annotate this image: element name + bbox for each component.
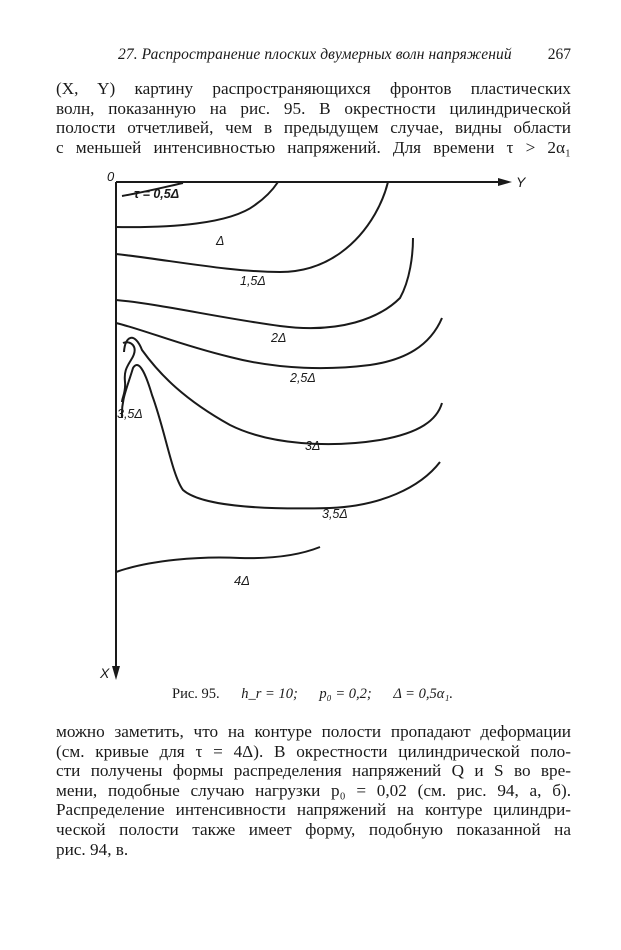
x-axis-arrow: [112, 666, 120, 680]
page-number: 267: [547, 46, 571, 63]
label-curve-2-5: 2,5Δ: [290, 371, 316, 385]
text-line: сти получены формы распределения напряжений Q и S во вре-: [56, 761, 571, 781]
label-curve-1-5: 1,5Δ: [240, 274, 266, 288]
caption-param-p0: p₀ = 0,2;: [319, 686, 372, 702]
label-curve-4: 4Δ: [234, 573, 250, 588]
label-curve-2: 2Δ: [271, 331, 287, 345]
y-axis-label: Y: [516, 174, 526, 190]
text-line: волн, показанную на рис. 95. В окрестности цилиндрической: [56, 98, 571, 118]
text-line: с меньшей интенсивностью напряжений. Для времени τ > 2α₁: [56, 137, 571, 157]
text-line: (X, Y) картину распространяющихся фронтов пластических: [56, 79, 571, 98]
text-line: можно заметить, что на контуре полости пропадают деформации: [56, 722, 571, 741]
text-line: полости отчетливей, чем в предыдущем случае, видны области: [56, 118, 571, 138]
paragraph-bottom: [56, 722, 571, 859]
x-axis-label: X: [100, 665, 110, 681]
label-curve-3: 3Δ: [305, 439, 321, 453]
running-title: 27. Распространение плоских двумерных волн напряжений: [118, 46, 512, 63]
caption-label: Рис. 95.: [172, 686, 220, 702]
label-cavity-3-5: 3,5Δ: [117, 407, 143, 421]
caption-param-h: h_r = 10;: [241, 686, 298, 702]
origin-label: 0: [107, 169, 115, 184]
caption-param-delta: Δ = 0,5α₁.: [393, 686, 453, 702]
text-line: мени, подобные случаю нагрузки p₀ = 0,02 (см. рис. 94, а, б).: [56, 780, 571, 800]
text-line: ческой полости также имеет форму, подобную показанной на: [56, 819, 571, 839]
text-line: рис. 94, в.: [56, 839, 129, 859]
curve-3: [124, 338, 442, 444]
label-curve-1: Δ: [216, 234, 225, 248]
figure-caption: [172, 686, 471, 703]
label-curve-0-5: τ = 0,5Δ: [134, 187, 180, 201]
text-line: (см. кривые для τ = 4Δ). В окрестности цилиндрической поло-: [56, 741, 571, 761]
text-line: Распределение интенсивности напряжений на контуре цилиндри-: [56, 800, 571, 820]
curve-4: [116, 547, 320, 572]
y-axis-arrow: [498, 178, 512, 186]
label-curve-3-5: 3,5Δ: [322, 507, 348, 521]
